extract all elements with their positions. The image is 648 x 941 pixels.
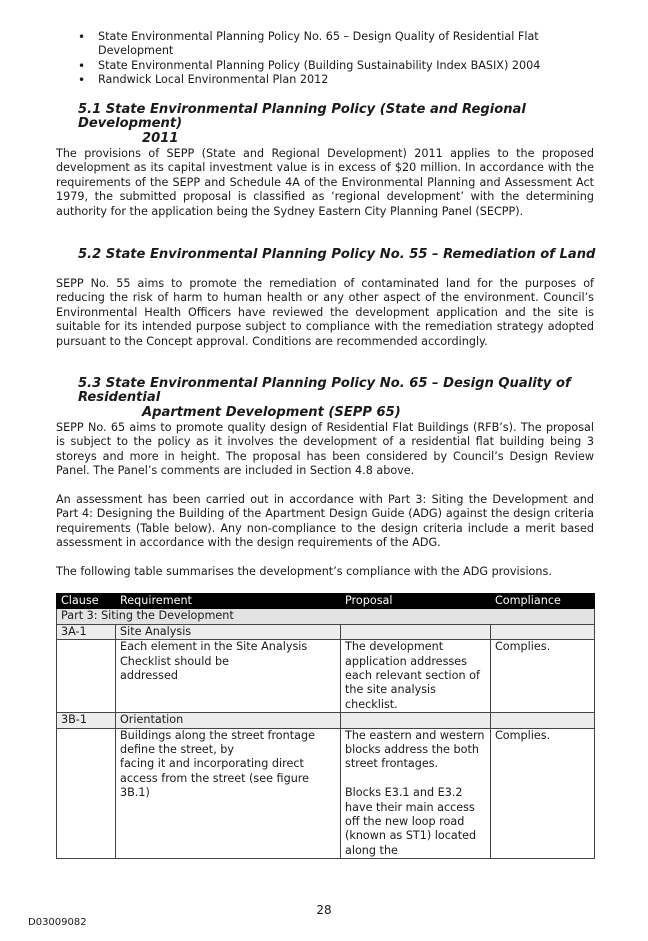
heading-text: 5.3 State Environmental Planning Policy No. 65 – Design Quality of Residential	[78, 376, 571, 406]
bullet-item	[78, 59, 598, 73]
heading-text-cont: Apartment Development (SEPP 65)	[142, 404, 401, 420]
table-row-3a1-title	[57, 624, 595, 639]
adg-compliance-table	[56, 593, 595, 859]
table-row-3b1-title	[57, 713, 595, 728]
requirement-cell	[116, 728, 341, 859]
proposal-cell	[341, 728, 491, 859]
header-clause: Clause	[57, 594, 116, 609]
empty-cell	[491, 713, 595, 728]
section-heading-5-2	[78, 248, 598, 262]
clause-cell: 3A-1	[57, 624, 116, 639]
compliance-cell: Complies.	[491, 640, 595, 713]
table-section-row	[57, 609, 595, 624]
header-compliance: Compliance	[491, 594, 595, 609]
document-id: D03009082	[28, 917, 87, 928]
table-header-row	[57, 594, 595, 609]
empty-cell	[57, 640, 116, 713]
table-row-3a1-body	[57, 640, 595, 713]
heading-text-cont: 2011	[142, 130, 179, 146]
empty-cell	[341, 624, 491, 639]
paragraph-5-3-intro: SEPP No. 65 aims to promote quality design of Residential Flat Buildings (RFB’s). The proposal is subject to the policy as it involves the development of a residential flat building being 3 storeys and more in height. The proposal has been considered by Council’s Design Review Panel. The Panel’s comments are included in Section 4.8 above.	[56, 421, 594, 478]
proposal-cell: The development application addresses each relevant section of the site analysis checklist.	[341, 640, 491, 713]
header-proposal: Proposal	[341, 594, 491, 609]
proposal-text: Blocks E3.1 and E3.2 have their main access off the new loop road (known as ST1) located along the	[345, 786, 477, 857]
bullet-text: Randwick Local Environmental Plan 2012	[98, 73, 329, 87]
clause-cell: 3B-1	[57, 713, 116, 728]
section-label: Part 3: Siting the Development	[57, 609, 595, 624]
section-heading-5-1	[78, 103, 598, 146]
compliance-cell: Complies.	[491, 728, 595, 859]
requirement-text: facing it and incorporating direct access from the street (see figure 3B.1)	[120, 757, 310, 800]
requirement-text: addressed	[120, 669, 178, 683]
heading-text: 5.1 State Environmental Planning Policy (State and Regional Development)	[78, 102, 526, 132]
bullet-text: State Environmental Planning Policy No. 65 – Design Quality of Residential Flat Development	[98, 30, 539, 58]
bullet-text: State Environmental Planning Policy (Building Sustainability Index BASIX) 2004	[98, 58, 541, 72]
empty-cell	[57, 728, 116, 859]
proposal-text: The eastern and western blocks address the both street frontages.	[345, 728, 485, 771]
empty-cell	[341, 713, 491, 728]
table-row-3b1-body	[57, 728, 595, 859]
paragraph-5-2: SEPP No. 55 aims to promote the remediation of contaminated land for the purposes of reducing the risk of harm to human health or any other aspect of the environment. Council’s Environmental Health Officers have reviewed the development application and the site is suitable for its intended purpose subject to compliance with the remediation strategy adopted pursuant to the Concept approval. Conditions are recommended accordingly.	[56, 277, 594, 348]
clause-title-cell: Orientation	[116, 713, 341, 728]
requirement-text: Buildings along the street frontage define the street, by	[120, 728, 315, 757]
page-number: 28	[316, 903, 332, 917]
requirement-cell	[116, 640, 341, 713]
paragraph-5-3-assessment: An assessment has been carried out in accordance with Part 3: Siting the Development and Part 4: Designing the Building of the Apartment Design Guide (ADG) against the design criteria requirements (Table below). Any non-compliance to the design criteria include a merit based assessment in accordance with the design requirements of the ADG.	[56, 493, 594, 550]
paragraph-5-1: The provisions of SEPP (State and Regional Development) 2011 applies to the proposed development as its capital investment value is in excess of $20 million. In accordance with the requirements of the SEPP and Schedule 4A of the Environmental Planning and Assessment Act 1979, the submitted proposal is classified as ‘regional development’ with the determining authority for the application being the Sydney Eastern City Planning Panel (SECPP).	[56, 147, 594, 218]
requirement-text: Each element in the Site Analysis Checklist should be	[120, 640, 308, 668]
policy-bullet-list	[78, 30, 598, 88]
section-heading-5-3	[78, 377, 598, 420]
heading-text: 5.2 State Environmental Planning Policy No. 55 – Remediation of Land	[78, 247, 596, 262]
paragraph-5-3-table-intro: The following table summarises the development’s compliance with the ADG provisions.	[56, 565, 552, 578]
header-requirement: Requirement	[116, 594, 341, 609]
clause-title-cell: Site Analysis	[116, 624, 341, 639]
bullet-item	[78, 30, 598, 59]
empty-cell	[491, 624, 595, 639]
bullet-item	[78, 73, 598, 87]
